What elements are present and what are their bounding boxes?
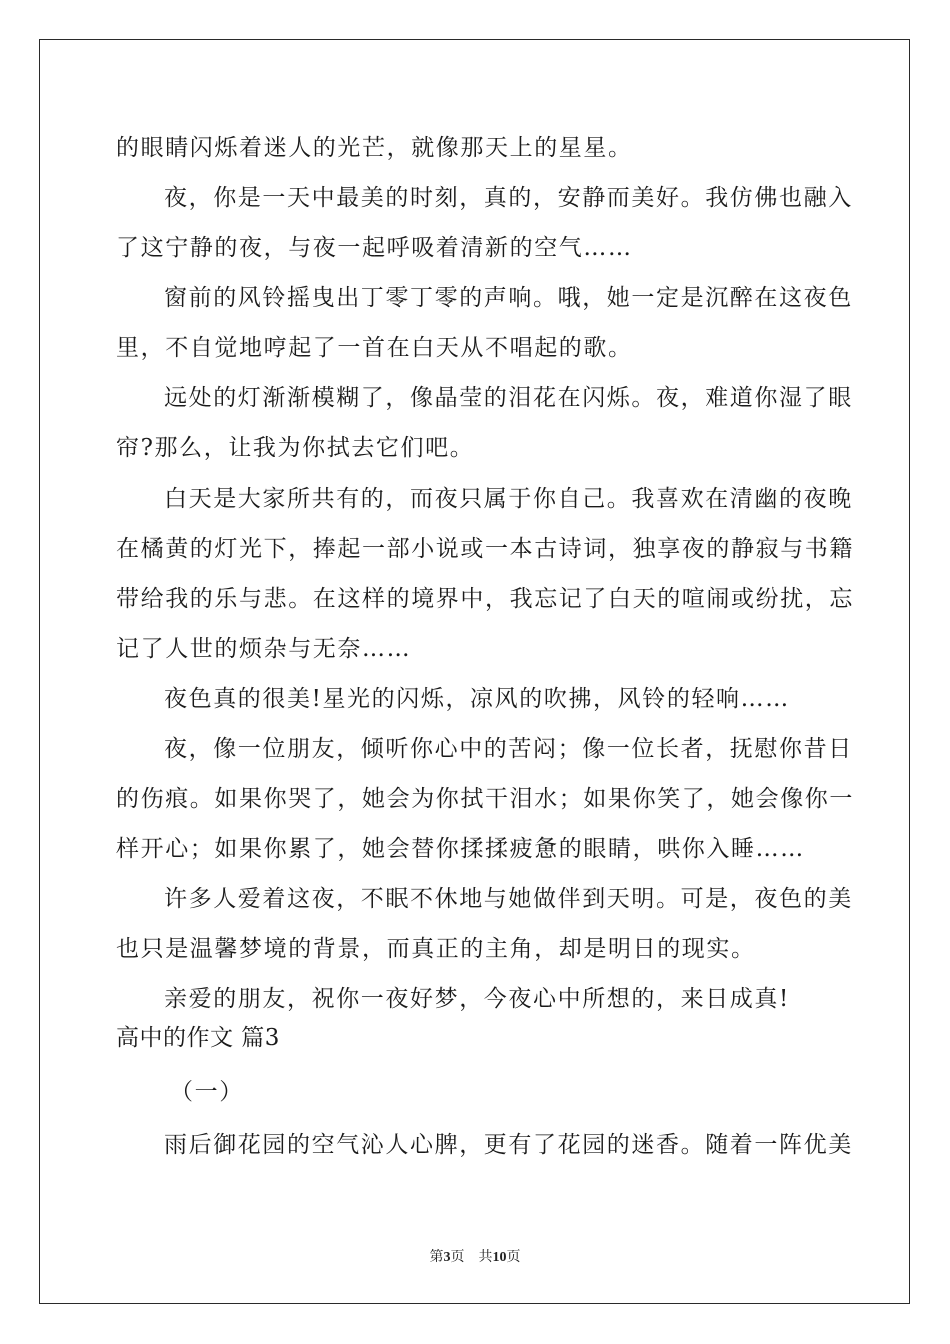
current-page-number: 3 xyxy=(443,1250,451,1265)
paragraph-line: 许多人爱着这夜，不眠不休地与她做伴到天明。可是，夜色的美 xyxy=(164,886,853,912)
text-line: 里，不自觉地哼起了一首在白天从不唱起的歌。 xyxy=(116,335,633,361)
paragraph-line: 白天是大家所共有的，而夜只属于你自己。我喜欢在清幽的夜晚 xyxy=(164,486,853,512)
paragraph-line: 窗前的风铃摇曳出丁零丁零的声响。哦，她一定是沉醉在这夜色 xyxy=(164,285,853,311)
text-line: 样开心；如果你累了，她会替你揉揉疲惫的眼睛，哄你入睡…… xyxy=(116,836,805,862)
paragraph-line: 亲爱的朋友，祝你一夜好梦，今夜心中所想的，来日成真! xyxy=(164,986,790,1012)
paragraph-line: 远处的灯渐渐模糊了，像晶莹的泪花在闪烁。夜，难道你湿了眼 xyxy=(164,385,853,411)
text-line: 也只是温馨梦境的背景，而真正的主角，却是明日的现实。 xyxy=(116,936,756,962)
paragraph-line: 夜色真的很美!星光的闪烁，凉风的吹拂，风铃的轻响…… xyxy=(164,686,790,712)
paragraph-line: 雨后御花园的空气沁人心脾，更有了花园的迷香。随着一阵优美 xyxy=(164,1132,853,1158)
text-line: 帘?那么，让我为你拭去它们吧。 xyxy=(116,435,475,461)
text-line: 带给我的乐与悲。在这样的境界中，我忘记了白天的喧闹或纷扰，忘 xyxy=(116,586,854,612)
text-line: 的眼睛闪烁着迷人的光芒，就像那天上的星星。 xyxy=(116,135,633,161)
text-line: 的伤痕。如果你哭了，她会为你拭干泪水；如果你笑了，她会像你一 xyxy=(116,786,854,812)
paragraph-line: 夜，你是一天中最美的时刻，真的，安静而美好。我仿佛也融入 xyxy=(164,185,853,211)
total-pages: 10 xyxy=(492,1250,507,1265)
paragraph-line: 夜，像一位朋友，倾听你心中的苦闷；像一位长者，抚慰你昔日 xyxy=(164,736,853,762)
footer-suffix: 页 xyxy=(506,1250,521,1265)
footer-prefix: 第 xyxy=(429,1250,444,1265)
footer-mid: 页 共 xyxy=(450,1250,493,1265)
text-line: 了这宁静的夜，与夜一起呼吸着清新的空气…… xyxy=(116,235,633,261)
text-line: 记了人世的烦杂与无奈…… xyxy=(116,636,412,662)
page-footer xyxy=(0,1246,950,1266)
text-line: 在橘黄的灯光下，捧起一部小说或一本古诗词，独享夜的静寂与书籍 xyxy=(116,536,854,562)
section-heading: 高中的作文 篇3 xyxy=(116,1025,280,1051)
section-subheading: （一） xyxy=(170,1079,244,1105)
